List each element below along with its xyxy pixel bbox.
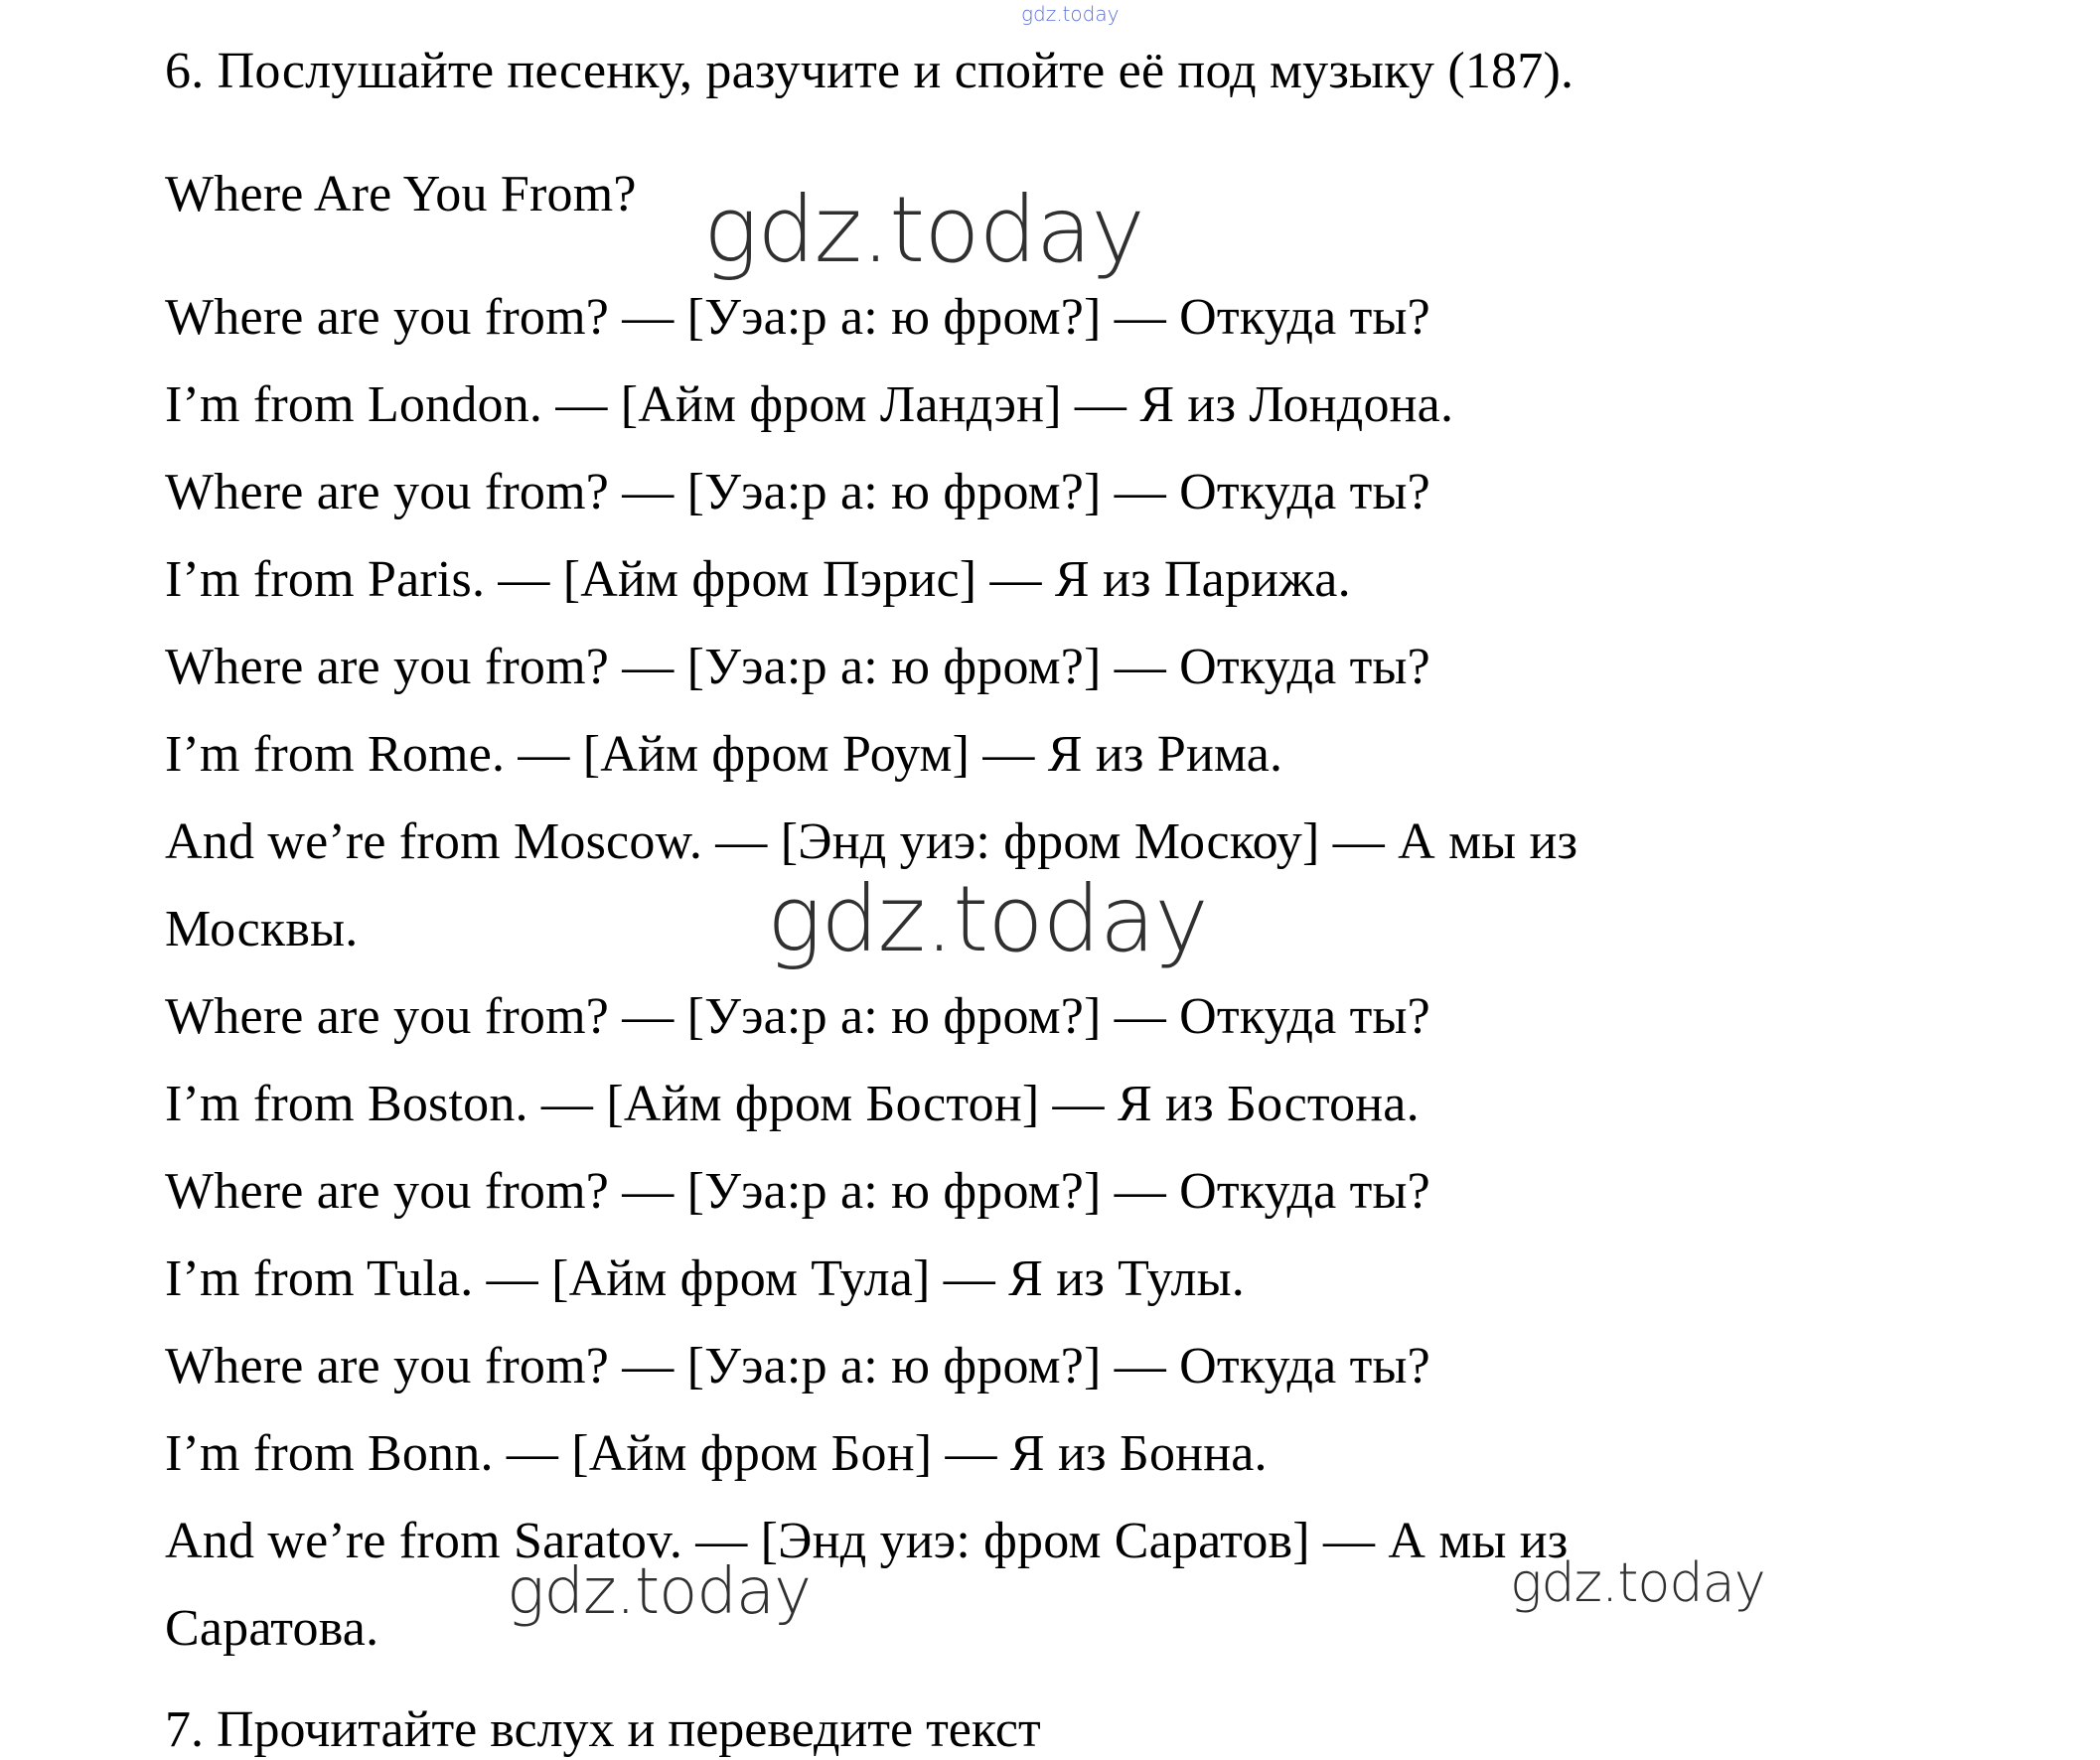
song-line: Where are you from? — [Уэа:р а: ю фром?] — Откуда ты? — [165, 464, 1430, 520]
watermark-bottom-right: gdz.today — [1510, 1551, 1765, 1614]
task-heading: 6. Послушайте песенку, разучите и спойте её под музыку (187). — [165, 43, 1575, 99]
song-line: And we’re from Saratov. — [Энд уиэ: фром Саратов] — А мы из — [165, 1513, 1569, 1569]
song-line: Саратова. — [165, 1600, 379, 1657]
watermark-center-2: gdz.today — [767, 866, 1208, 972]
song-line: Where are you from? — [Уэа:р а: ю фром?] — Откуда ты? — [165, 1163, 1430, 1220]
watermark-top: gdz.today — [1021, 2, 1120, 26]
watermark-center-1: gdz.today — [703, 177, 1144, 283]
song-line: I’m from Bonn. — [Айм фром Бон] — Я из Бонна. — [165, 1425, 1268, 1482]
song-line: Where are you from? — [Уэа:р а: ю фром?] — Откуда ты? — [165, 289, 1430, 346]
cut-off-next-line — [165, 1696, 1158, 1758]
song-line: Where are you from? — [Уэа:р а: ю фром?] — Откуда ты? — [165, 639, 1430, 695]
song-line: Москвы. — [165, 901, 359, 957]
song-title: Where Are You From? — [165, 166, 637, 222]
song-line: I’m from Paris. — [Айм фром Пэрис] — Я из Парижа. — [165, 551, 1351, 608]
song-line: I’m from London. — [Айм фром Ландэн] — Я из Лондона. — [165, 376, 1454, 433]
song-line: And we’re from Moscow. — [Энд уиэ: фром Москоу] — А мы из — [165, 813, 1578, 870]
watermark-bottom-left: gdz.today — [507, 1555, 811, 1629]
song-line: Where are you from? — [Уэа:р а: ю фром?] — Откуда ты? — [165, 988, 1430, 1045]
song-line: I’m from Tula. — [Айм фром Тула] — Я из Тулы. — [165, 1250, 1245, 1307]
song-line: I’m from Rome. — [Айм фром Роум] — Я из Рима. — [165, 726, 1283, 783]
song-line: Where are you from? — [Уэа:р а: ю фром?] — Откуда ты? — [165, 1338, 1430, 1394]
cut-off-next-line-text: 7. Прочитайте вслух и переведите текст — [165, 1701, 1041, 1758]
song-line: I’m from Boston. — [Айм фром Бостон] — Я из Бостона. — [165, 1076, 1420, 1132]
